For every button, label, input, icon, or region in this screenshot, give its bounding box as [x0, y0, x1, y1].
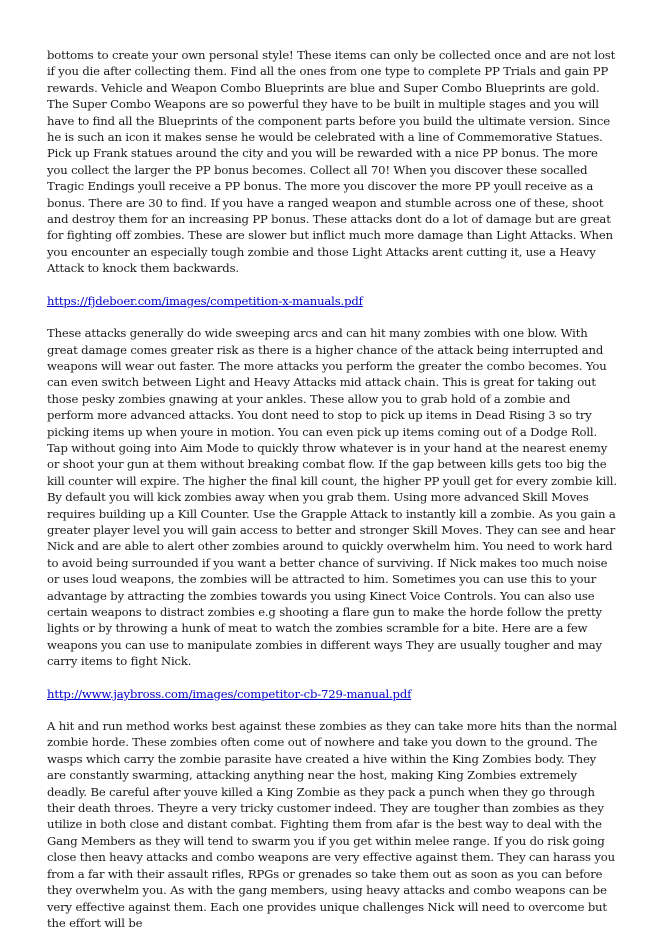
body-paragraph-1: bottoms to create your own personal style! These items can only be collected once and are not lost if you die after collecting them. Find all the ones from one type to complete PP Trials and gain PP rewards. Vehicle and Weapon Combo Blueprints are blue and Super Combo Blueprints are gold. The Super Combo Weapons are so powerful they have to be built in multiple stages and you will have to find all the Blueprints of the component parts before you build the ultimate version. Since he is such an icon it makes sense he would be celebrated with a line of Commemorative Statues. Pick up Frank statues around the city and you will be rewarded with a nice PP bonus. The more you collect the larger the PP bonus becomes. Collect all 70! When you discover these socalled Tragic Endings youll receive a PP bonus. The more you discover the more PP youll receive as a bonus. There are 30 to find. If you have a ranged weapon and stumble across one of these, shoot and destroy them for an increasing PP bonus. These attacks dont do a lot of damage but are great for fighting off zombies. These are slower but inflict much more damage than Light Attacks. When you encounter an especially tough zombie and those Light Attacks arent cutting it, use a Heavy Attack to knock them backwards.: [47, 48, 616, 276]
document-page: [47, 47, 617, 947]
pdf-link-2[interactable]: http://www.jaybross.com/images/competitor-cb-729-manual.pdf: [47, 686, 412, 701]
pdf-link-1[interactable]: https://fjdeboer.com/images/competition-x-manuals.pdf: [47, 293, 363, 308]
body-paragraph-3: A hit and run method works best against these zombies as they can take more hits than the normal zombie horde. These zombies often come out of nowhere and take you down to the ground. The wasps which carry the zombie parasite have created a hive within the King Zombies body. They are constantly swarming, attacking anything near the host, making King Zombies extremely deadly. Be careful after youve killed a King Zombie as they pack a punch when they go through their death throes. Theyre a very tricky customer indeed. They are tougher than zombies as they utilize in both close and distant combat. Fighting them from afar is the best way to deal with the Gang Members as they will tend to swarm you if you get within melee range. If you do risk going close then heavy attacks and combo weapons are very effective against them. They can harass you from a far with their assault rifles, RPGs or grenades so take them out as soon as you can before they overwhelm you. As with the gang members, using heavy attacks and combo weapons can be very effective against them. Each one provides unique challenges Nick will need to overcome but the effort will be: [47, 719, 617, 930]
body-paragraph-2: These attacks generally do wide sweeping arcs and can hit many zombies with one blow. With great damage comes greater risk as there is a higher chance of the attack being interrupted and weapons will wear out faster. The more attacks you perform the greater the combo becomes. You can even switch between Light and Heavy Attacks mid attack chain. This is great for taking out those pesky zombies gnawing at your ankles. These allow you to grab hold of a zombie and perform more advanced attacks. You dont need to stop to pick up items in Dead Rising 3 so try picking items up when youre in motion. You can even pick up items coming out of a Dodge Roll. Tap without going into Aim Mode to quickly throw whatever is in your hand at the nearest enemy or shoot your gun at them without breaking combat flow. If the gap between kills gets too big the kill counter will expire. The higher the final kill count, the higher PP youll get for every zombie kill. By default you will kick zombies away when you grab them. Using more advanced Skill Moves requires building up a Kill Counter. Use the Grapple Attack to instantly kill a zombie. As you gain a greater player level you will gain access to better and stronger Skill Moves. They can see and hear Nick and are able to alert other zombies around to quickly overwhelm him. You need to work hard to avoid being surrounded if you want a better chance of surviving. If Nick makes too much noise or uses loud weapons, the zombies will be attracted to him. Sometimes you can use this to your advantage by attracting the zombies towards you using Kinect Voice Controls. You can also use certain weapons to distract zombies e.g shooting a flare gun to make the horde follow the pretty lights or by throwing a hunk of meat to watch the zombies scramble for a bite. Here are a few weapons you can use to manipulate zombies in different ways They are usually tougher and may carry items to fight Nick.: [47, 326, 617, 669]
